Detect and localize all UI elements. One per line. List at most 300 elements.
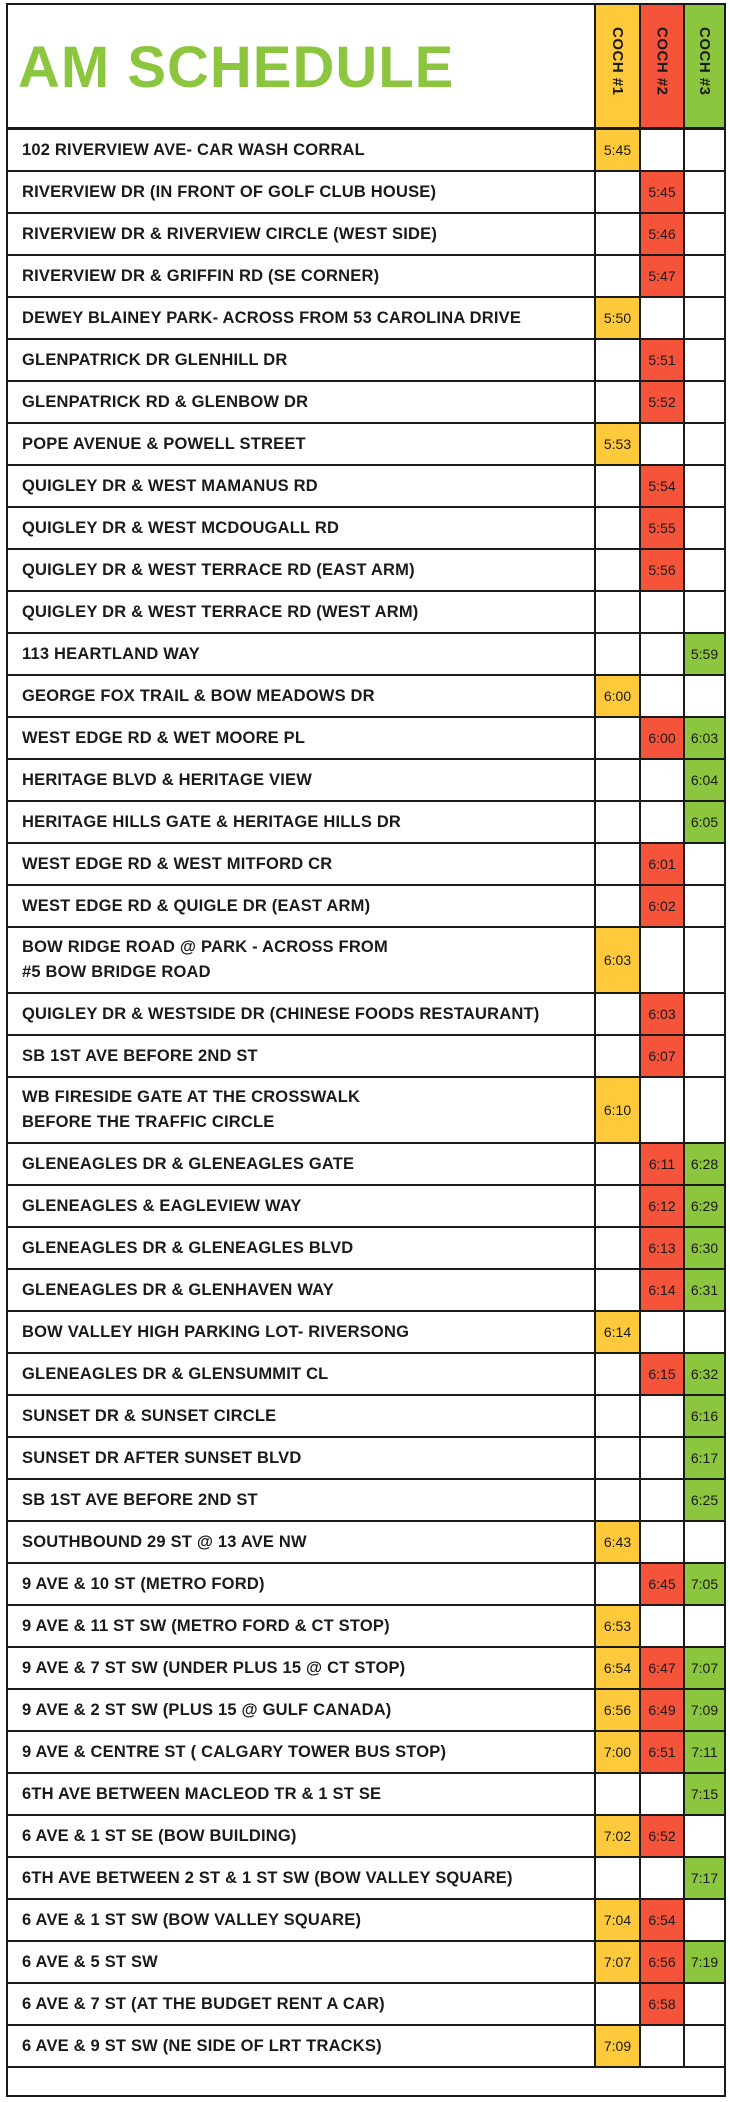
stop-name-text <box>22 264 379 289</box>
table-row <box>8 172 724 214</box>
stop-name <box>8 994 594 1034</box>
stop-name <box>8 592 594 632</box>
stop-name <box>8 844 594 884</box>
coach-3-time <box>683 424 724 464</box>
coach-3-time <box>683 508 724 548</box>
stop-name-text <box>22 306 521 331</box>
table-row <box>8 1942 724 1984</box>
table-row <box>8 676 724 718</box>
coach-1-time <box>594 1036 639 1076</box>
stop-name-text <box>22 600 418 625</box>
coach-2-time <box>639 802 683 842</box>
stop-name-line: GLENEAGLES DR & GLENEAGLES GATE <box>22 1154 355 1173</box>
stop-name-line: 9 AVE & 2 ST SW (PLUS 15 @ GULF CANADA) <box>22 1700 392 1719</box>
table-row <box>8 1228 724 1270</box>
coach-2-time <box>639 424 683 464</box>
stop-name <box>8 1078 594 1142</box>
coach-3-time <box>683 592 724 632</box>
coach-2-time <box>639 676 683 716</box>
coach-3-time <box>683 256 724 296</box>
stop-name-line: 6 AVE & 7 ST (AT THE BUDGET RENT A CAR) <box>22 1994 385 2013</box>
coach-1-time: 6:14 <box>594 1312 639 1352</box>
table-row <box>8 1396 724 1438</box>
coach-1-time: 5:53 <box>594 424 639 464</box>
stop-name-text <box>22 1740 446 1765</box>
coach-1-time <box>594 1354 639 1394</box>
stop-name <box>8 298 594 338</box>
stop-name <box>8 130 594 170</box>
coach-3-time <box>683 886 724 926</box>
coach-3-time: 6:30 <box>683 1228 724 1268</box>
coach-2-time <box>639 130 683 170</box>
table-row <box>8 1564 724 1606</box>
table-row <box>8 382 724 424</box>
stop-name-text <box>22 1236 353 1261</box>
coach-1-time <box>594 172 639 212</box>
coach-2-time: 6:00 <box>639 718 683 758</box>
coach-3-time: 7:11 <box>683 1732 724 1772</box>
stop-name <box>8 1732 594 1772</box>
stop-name <box>8 1648 594 1688</box>
coach-2-time: 6:47 <box>639 1648 683 1688</box>
coach-1-time <box>594 1564 639 1604</box>
coach-2-time: 5:51 <box>639 340 683 380</box>
coach-2-time: 6:52 <box>639 1816 683 1856</box>
coach-1-time <box>594 1858 639 1898</box>
coach-3-time <box>683 130 724 170</box>
stop-name-text <box>22 1698 392 1723</box>
coach-3-time <box>683 1900 724 1940</box>
stop-name <box>8 886 594 926</box>
stop-name-line: BOW VALLEY HIGH PARKING LOT- RIVERSONG <box>22 1322 410 1341</box>
coach-1-time: 7:00 <box>594 1732 639 1772</box>
coach-1-time: 7:02 <box>594 1816 639 1856</box>
stop-name-text <box>22 348 288 373</box>
coach-2-time <box>639 1438 683 1478</box>
coach-2-time: 6:56 <box>639 1942 683 1982</box>
stop-name <box>8 634 594 674</box>
stop-name-text <box>22 138 365 163</box>
coach-3-time: 7:19 <box>683 1942 724 1982</box>
table-row <box>8 1606 724 1648</box>
coach-2-time: 6:51 <box>639 1732 683 1772</box>
stop-name-line: 9 AVE & 11 ST SW (METRO FORD & CT STOP) <box>22 1616 390 1635</box>
stop-name <box>8 1186 594 1226</box>
stop-name-line: GEORGE FOX TRAIL & BOW MEADOWS DR <box>22 686 375 705</box>
stop-name-text <box>22 768 312 793</box>
coach-2-time: 5:47 <box>639 256 683 296</box>
stop-name-text <box>22 1002 539 1027</box>
stop-name-text <box>22 1572 265 1597</box>
coach-1-header <box>594 5 639 127</box>
coach-1-time: 7:07 <box>594 1942 639 1982</box>
coach-3-time <box>683 1606 724 1646</box>
stop-name-text <box>22 1278 334 1303</box>
table-row <box>8 994 724 1036</box>
stop-name-line: RIVERVIEW DR & RIVERVIEW CIRCLE (WEST SIDE) <box>22 224 438 243</box>
stop-name <box>8 1522 594 1562</box>
schedule-header <box>8 5 724 130</box>
stop-name-line: GLENEAGLES DR & GLENSUMMIT CL <box>22 1364 329 1383</box>
coach-1-time <box>594 1774 639 1814</box>
stop-name-text <box>22 852 332 877</box>
stop-name-text <box>22 1656 405 1681</box>
table-row <box>8 1480 724 1522</box>
stop-name-text <box>22 1404 276 1429</box>
coach-3-time: 7:07 <box>683 1648 724 1688</box>
coach-2-time <box>639 1522 683 1562</box>
stop-name <box>8 676 594 716</box>
coach-2-time: 5:55 <box>639 508 683 548</box>
table-row <box>8 1816 724 1858</box>
stop-name-text <box>22 558 415 583</box>
table-row <box>8 802 724 844</box>
coach-3-time <box>683 1984 724 2024</box>
coach-1-time <box>594 994 639 1034</box>
coach-3-time <box>683 1312 724 1352</box>
schedule-table <box>6 3 726 2097</box>
coach-1-time: 5:50 <box>594 298 639 338</box>
coach-2-header <box>639 5 683 127</box>
stop-name-line: SB 1ST AVE BEFORE 2ND ST <box>22 1046 258 1065</box>
coach-2-time: 5:54 <box>639 466 683 506</box>
stop-name <box>8 1312 594 1352</box>
coach-1-time: 5:45 <box>594 130 639 170</box>
stop-name-text <box>22 1446 302 1471</box>
stop-name <box>8 1774 594 1814</box>
coach-2-time: 6:12 <box>639 1186 683 1226</box>
coach-3-time: 6:05 <box>683 802 724 842</box>
coach-3-time: 5:59 <box>683 634 724 674</box>
stop-name-line: 6TH AVE BETWEEN 2 ST & 1 ST SW (BOW VALLEY SQUARE) <box>22 1868 513 1887</box>
stop-name-line: GLENEAGLES & EAGLEVIEW WAY <box>22 1196 302 1215</box>
coach-2-time: 5:45 <box>639 172 683 212</box>
stop-name-line: QUIGLEY DR & WEST TERRACE RD (EAST ARM) <box>22 560 415 579</box>
stop-name-line: HERITAGE BLVD & HERITAGE VIEW <box>22 770 312 789</box>
coach-2-time <box>639 1774 683 1814</box>
stop-name-line: RIVERVIEW DR & GRIFFIN RD (SE CORNER) <box>22 266 380 285</box>
table-row <box>8 466 724 508</box>
stop-name-text <box>22 516 339 541</box>
coach-1-time <box>594 214 639 254</box>
coach-1-time <box>594 508 639 548</box>
stop-name <box>8 466 594 506</box>
coach-2-time <box>639 928 683 992</box>
coach-2-time <box>639 1312 683 1352</box>
table-row <box>8 214 724 256</box>
coach-1-time <box>594 256 639 296</box>
stop-name <box>8 256 594 296</box>
table-row <box>8 550 724 592</box>
coach-1-time <box>594 1438 639 1478</box>
stop-name <box>8 172 594 212</box>
table-row <box>8 1984 724 2026</box>
page-title: AM SCHEDULE <box>18 35 455 100</box>
stop-name-line: WEST EDGE RD & QUIGLE DR (EAST ARM) <box>22 896 371 915</box>
coach-1-time <box>594 466 639 506</box>
table-row <box>8 2026 724 2068</box>
stop-name-line: BEFORE THE TRAFFIC CIRCLE <box>22 1113 275 1131</box>
coach-2-time <box>639 1480 683 1520</box>
table-row <box>8 886 724 928</box>
stop-name-line: SUNSET DR & SUNSET CIRCLE <box>22 1406 277 1425</box>
coach-3-time <box>683 676 724 716</box>
coach-3-time <box>683 1036 724 1076</box>
coach-3-time <box>683 172 724 212</box>
stop-name-line: QUIGLEY DR & WEST TERRACE RD (WEST ARM) <box>22 602 419 621</box>
table-row <box>8 1354 724 1396</box>
coach-3-time: 6:28 <box>683 1144 724 1184</box>
coach-3-time <box>683 214 724 254</box>
stop-name-line: GLENPATRICK DR GLENHILL DR <box>22 350 288 369</box>
table-row <box>8 298 724 340</box>
stop-name-line: POPE AVENUE & POWELL STREET <box>22 434 306 453</box>
stop-name-line: WB FIRESIDE GATE AT THE CROSSWALK <box>22 1088 361 1106</box>
coach-2-time: 6:13 <box>639 1228 683 1268</box>
coach-2-time: 6:54 <box>639 1900 683 1940</box>
coach-3-time <box>683 340 724 380</box>
stop-name-text <box>22 222 437 247</box>
table-row <box>8 1774 724 1816</box>
stop-name <box>8 760 594 800</box>
stop-name <box>8 1036 594 1076</box>
coach-3-time: 6:25 <box>683 1480 724 1520</box>
coach-1-time <box>594 592 639 632</box>
coach-2-time: 6:11 <box>639 1144 683 1184</box>
stop-name-line: GLENEAGLES DR & GLENEAGLES BLVD <box>22 1238 354 1257</box>
table-row <box>8 1648 724 1690</box>
stop-name-text <box>22 1530 307 1555</box>
coach-3-time: 6:31 <box>683 1270 724 1310</box>
coach-3-time <box>683 1522 724 1562</box>
stop-name-text <box>22 642 200 667</box>
coach-1-time <box>594 1228 639 1268</box>
table-row <box>8 844 724 886</box>
coach-3-time <box>683 550 724 590</box>
stop-name-line: 113 HEARTLAND WAY <box>22 644 200 663</box>
coach-3-time: 6:03 <box>683 718 724 758</box>
stop-name-text <box>22 1085 360 1135</box>
coach-1-label: COCH #1 <box>609 27 626 96</box>
stop-name-line: 102 RIVERVIEW AVE- CAR WASH CORRAL <box>22 140 365 159</box>
coach-2-time <box>639 760 683 800</box>
coach-1-time <box>594 1270 639 1310</box>
coach-3-time: 6:32 <box>683 1354 724 1394</box>
coach-1-time <box>594 1480 639 1520</box>
stop-name-line: 9 AVE & 10 ST (METRO FORD) <box>22 1574 265 1593</box>
stop-name-text <box>22 180 436 205</box>
coach-1-time: 7:04 <box>594 1900 639 1940</box>
stop-name-line: 6 AVE & 5 ST SW <box>22 1952 158 1971</box>
coach-1-time: 7:09 <box>594 2026 639 2066</box>
coach-1-time <box>594 718 639 758</box>
stop-name-text <box>22 810 401 835</box>
coach-2-time: 6:14 <box>639 1270 683 1310</box>
stop-name-line: SOUTHBOUND 29 ST @ 13 AVE NW <box>22 1532 307 1551</box>
coach-3-time: 7:05 <box>683 1564 724 1604</box>
stop-name <box>8 1480 594 1520</box>
coach-1-time <box>594 1984 639 2024</box>
coach-1-time <box>594 340 639 380</box>
table-row <box>8 1690 724 1732</box>
stop-name-line: 9 AVE & 7 ST SW (UNDER PLUS 15 @ CT STOP) <box>22 1658 406 1677</box>
stop-name-text <box>22 1152 354 1177</box>
stop-name-text <box>22 1194 302 1219</box>
stop-name-text <box>22 1866 513 1891</box>
coach-1-time: 6:03 <box>594 928 639 992</box>
stop-name-line: GLENEAGLES DR & GLENHAVEN WAY <box>22 1280 335 1299</box>
schedule-rows <box>8 130 724 2068</box>
coach-1-time: 6:53 <box>594 1606 639 1646</box>
coach-3-time: 7:15 <box>683 1774 724 1814</box>
stop-name <box>8 1354 594 1394</box>
coach-1-time <box>594 1144 639 1184</box>
stop-name <box>8 718 594 758</box>
table-row <box>8 340 724 382</box>
stop-name-line: #5 BOW BRIDGE ROAD <box>22 963 211 981</box>
coach-3-time <box>683 928 724 992</box>
stop-name-text <box>22 1488 258 1513</box>
stop-name-line: DEWEY BLAINEY PARK- ACROSS FROM 53 CAROLINA DRIVE <box>22 308 522 327</box>
stop-name-line: RIVERVIEW DR (IN FRONT OF GOLF CLUB HOUSE) <box>22 182 437 201</box>
coach-3-time <box>683 1078 724 1142</box>
stop-name-line: SUNSET DR AFTER SUNSET BLVD <box>22 1448 302 1467</box>
coach-1-time <box>594 802 639 842</box>
coach-2-time: 6:07 <box>639 1036 683 1076</box>
table-row <box>8 592 724 634</box>
coach-3-time <box>683 382 724 422</box>
coach-2-time <box>639 592 683 632</box>
table-row <box>8 1270 724 1312</box>
stop-name-text <box>22 726 305 751</box>
stop-name-text <box>22 390 308 415</box>
coach-3-header <box>683 5 724 127</box>
stop-name-text <box>22 1782 381 1807</box>
coach-1-time: 6:00 <box>594 676 639 716</box>
stop-name-text <box>22 1044 258 1069</box>
coach-2-time: 6:15 <box>639 1354 683 1394</box>
coach-2-time <box>639 1396 683 1436</box>
stop-name-line: QUIGLEY DR & WEST MCDOUGALL RD <box>22 518 340 537</box>
stop-name <box>8 508 594 548</box>
coach-3-time <box>683 466 724 506</box>
coach-1-time <box>594 634 639 674</box>
stop-name <box>8 1816 594 1856</box>
stop-name-text <box>22 1908 361 1933</box>
table-row <box>8 760 724 802</box>
stop-name <box>8 1690 594 1730</box>
stop-name-line: WEST EDGE RD & WET MOORE PL <box>22 728 306 747</box>
coach-2-time: 5:46 <box>639 214 683 254</box>
stop-name <box>8 802 594 842</box>
stop-name-line: HERITAGE HILLS GATE & HERITAGE HILLS DR <box>22 812 402 831</box>
coach-2-time <box>639 2026 683 2066</box>
stop-name <box>8 928 594 992</box>
stop-name <box>8 340 594 380</box>
stop-name-text <box>22 432 306 457</box>
coach-3-time <box>683 844 724 884</box>
stop-name-line: SB 1ST AVE BEFORE 2ND ST <box>22 1490 258 1509</box>
stop-name-line: 9 AVE & CENTRE ST ( CALGARY TOWER BUS STOP) <box>22 1742 447 1761</box>
table-row <box>8 130 724 172</box>
coach-3-time <box>683 298 724 338</box>
coach-1-time: 6:56 <box>594 1690 639 1730</box>
stop-name-text <box>22 1950 158 1975</box>
coach-2-time <box>639 1858 683 1898</box>
table-row <box>8 256 724 298</box>
stop-name-text <box>22 1320 409 1345</box>
stop-name-text <box>22 1992 385 2017</box>
table-row <box>8 718 724 760</box>
coach-3-time: 6:04 <box>683 760 724 800</box>
stop-name <box>8 1858 594 1898</box>
stop-name-line: BOW RIDGE ROAD @ PARK - ACROSS FROM <box>22 938 388 956</box>
coach-3-time: 6:29 <box>683 1186 724 1226</box>
table-row <box>8 1438 724 1480</box>
stop-name-line: QUIGLEY DR & WESTSIDE DR (CHINESE FOODS RESTAURANT) <box>22 1004 540 1023</box>
table-row <box>8 1732 724 1774</box>
stop-name-line: GLENPATRICK RD & GLENBOW DR <box>22 392 309 411</box>
stop-name-text <box>22 1824 297 1849</box>
coach-2-time: 6:58 <box>639 1984 683 2024</box>
coach-2-time: 6:01 <box>639 844 683 884</box>
stop-name-text <box>22 894 370 919</box>
coach-3-time: 7:09 <box>683 1690 724 1730</box>
stop-name-text <box>22 935 388 985</box>
coach-3-time: 7:17 <box>683 1858 724 1898</box>
stop-name <box>8 1606 594 1646</box>
coach-3-label: COCH #3 <box>696 27 713 96</box>
stop-name-line: 6TH AVE BETWEEN MACLEOD TR & 1 ST SE <box>22 1784 382 1803</box>
stop-name <box>8 1396 594 1436</box>
coach-2-time <box>639 1078 683 1142</box>
coach-1-time <box>594 1396 639 1436</box>
stop-name <box>8 1900 594 1940</box>
coach-1-time: 6:10 <box>594 1078 639 1142</box>
table-row <box>8 1144 724 1186</box>
coach-1-time <box>594 886 639 926</box>
stop-name <box>8 1144 594 1184</box>
stop-name-text <box>22 474 318 499</box>
coach-3-time <box>683 2026 724 2066</box>
stop-name-line: 6 AVE & 1 ST SW (BOW VALLEY SQUARE) <box>22 1910 362 1929</box>
coach-1-time: 6:54 <box>594 1648 639 1688</box>
stop-name <box>8 424 594 464</box>
stop-name <box>8 2026 594 2066</box>
coach-3-time: 6:16 <box>683 1396 724 1436</box>
table-row <box>8 424 724 466</box>
table-row <box>8 1186 724 1228</box>
table-row <box>8 1522 724 1564</box>
coach-2-label: COCH #2 <box>653 27 671 96</box>
stop-name-line: 6 AVE & 9 ST SW (NE SIDE OF LRT TRACKS) <box>22 2036 382 2055</box>
stop-name-text <box>22 1614 390 1639</box>
table-row <box>8 1858 724 1900</box>
stop-name <box>8 1438 594 1478</box>
stop-name-text <box>22 684 375 709</box>
stop-name <box>8 382 594 422</box>
stop-name-line: WEST EDGE RD & WEST MITFORD CR <box>22 854 333 873</box>
stop-name <box>8 1942 594 1982</box>
coach-3-time <box>683 994 724 1034</box>
table-row <box>8 634 724 676</box>
stop-name <box>8 214 594 254</box>
coach-1-time <box>594 1186 639 1226</box>
coach-3-time <box>683 1816 724 1856</box>
stop-name <box>8 550 594 590</box>
table-row <box>8 928 724 994</box>
coach-1-time <box>594 844 639 884</box>
